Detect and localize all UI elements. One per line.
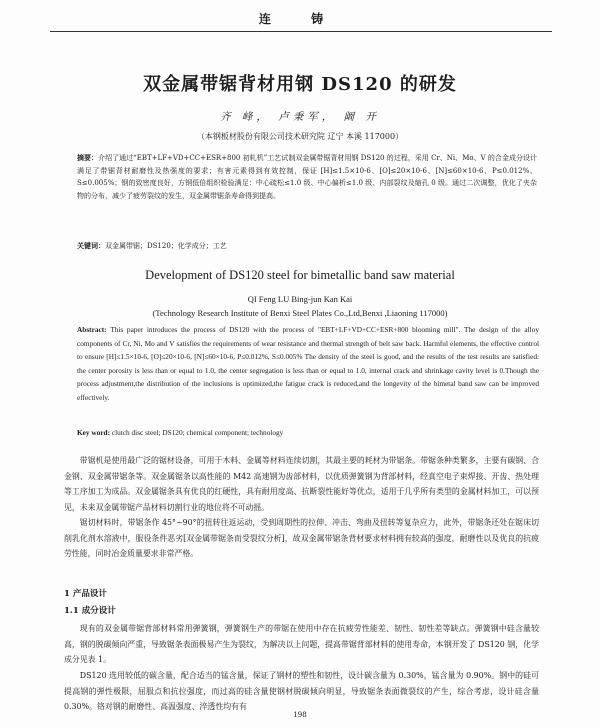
title-english: Development of DS120 steel for bimetallic band saw material — [145, 268, 455, 282]
authors-chinese: 齐 峰， 卢秉军， 阚 开 — [220, 111, 380, 123]
keywords-chinese-label: 关键词： — [77, 241, 105, 250]
keywords-chinese-text: 双金属带锯；DS120；化学成分；工艺 — [105, 242, 227, 250]
abstract-chinese — [77, 152, 537, 202]
abstract-english-label: Abstract: — [77, 325, 107, 334]
abstract-english — [77, 323, 539, 405]
subsection-heading-composition: 1.1 成分设计 — [64, 606, 116, 616]
keywords-chinese — [77, 241, 537, 251]
header-rule — [50, 31, 552, 32]
intro-paragraph-2: 锯切材料时，带锯条作 45°~90°的扭转往返运动，受到周期性的拉伸、冲击、弯曲及扭转等复杂应力，此外，带锯条还处在锯床切削乳化剂水溶液中，服役条件恶劣[双金属带锯条而受裂纹分析]，故双金属带锯条背材要求材料拥有较高的强度，耐磨性以及优良的抗疲劳性能，同时冶金质量要求非常严格。 — [64, 518, 539, 558]
abstract-chinese-label: 摘要： — [77, 153, 99, 162]
composition-paragraph-2: DS120 选用较低的碳含量，配合适当的锰含量，保证了钢材的塑性和韧性，设计碳含量为 0.30%，锰含量为 0.90%。钢中的硅可提高钢的弹性极限，屈服点和抗拉强度，而过高的硅含量使钢材脱碳倾向明显，导致锯条表面微裂纹的产生，综合考虑，设计硅含量 0.30%。铬对钢的耐磨性、高温强度、淬透性均有有 — [64, 671, 539, 711]
affiliation-chinese: （本钢板材股份有限公司技术研究院 辽宁 本溪 117000） — [196, 132, 404, 141]
authors-english: QI Feng LU Bing-jun Kan Kai — [247, 294, 353, 304]
intro-paragraph-1: 带锯机是使用最广泛的锯材设备，可用于木料、金属等材料连续切割，其最主要的耗材为带锯条。带锯条种类繁多，主要有碳钢、合金钢、双金属带锯条等。双金属锯条以高性能的 M42 高速钢为齿部材料，以优质弹簧钢为背部材料，经真空电子束焊接、开齿、热处理等工序加工为成品。双金属锯条具有优良的红硬性，具有耐用度高、抗断裂性能好等优点，适用于几乎所有类型的金属材料加工，可以预见，未来双金属带锯产品材料切割行业的地位将不可动摇。 — [64, 456, 539, 512]
section-heading-product-design: 1 产品设计 — [64, 589, 107, 599]
abstract-english-text: This paper introduces the process of DS120 with the process of "EBT+LF+VD+CC+ESR+800 blooming mill". The design of the alloy components of Cr, Ni, Mo and V satisfies the requirements of wear resistance and thermal strength of belt saw back. Harmful elements, the effective control to ensure [H]≤1.5×10-6, [O]≤20×10-6, [N]≤60×10-6, P≤0.012%, S≤0.005% The density of the steel is good, and the results of the test results are satisfied: the center porosity is less than or equal to 1.0, the center segregation is less than or equal to 1.0, internal crack and shrinkage cavity level is 0.Though the process adjustment,the distribution of the inclusions is optimized,the fatigue crack is reduced,and the longevity of the bimetal band saw can be improved effectively. — [77, 325, 539, 402]
running-head: 连 铸 — [258, 12, 342, 26]
composition-paragraph-1: 现有的双金属带锯背部材料常用弹簧钢，弹簧钢生产的带锯在使用中存在抗疲劳性能差、韧性、韧性差等缺点。弹簧钢中硅含量较高，钢的脱碳倾向严重，导致锯条表面极易产生为裂纹，为解决以上问题，提高带锯背部材料的使用寿命，本钢开发了 DS120 钢，化学成分见表 1。 — [64, 624, 539, 664]
abstract-chinese-text: 介绍了通过“EBT+LF+VD+CC+ESR+800 初轧机”工艺试制双金属带锯背材用钢 DS120 的过程，采用 Cr、Ni、Mo、V 的合金成分设计满足了带锯背材耐磨性及热强度的要求；有害元素得到有效控制，保证 [H]≤1.5×10-6、[O]≤20×10-6、[N]≤60×10-6、P≤0.012%、S≤0.005%；钢的致密度良好，方钢低倍组织检验满足：中心疏松≤1.0 级、中心偏析≤1.0 级、内部裂纹及缩孔 0 级。通过二次调整，优化了夹杂物的分布，减少了疲劳裂纹的发生，双金属带锯条寿命得到提高。 — [77, 154, 538, 200]
keywords-english-label: Key word: — [77, 428, 111, 437]
title-chinese: 双金属带锯背材用钢 DS120 的研发 — [143, 74, 457, 95]
page-number: 198 — [293, 711, 307, 719]
affiliation-english: (Technology Research Institute of Benxi Steel Plates Co.,Ltd,Benxi ,Liaoning 117000) — [152, 308, 448, 318]
keywords-english — [77, 428, 539, 437]
keywords-english-text: clutch disc steel; DS120; chemical component; technology — [111, 428, 284, 437]
